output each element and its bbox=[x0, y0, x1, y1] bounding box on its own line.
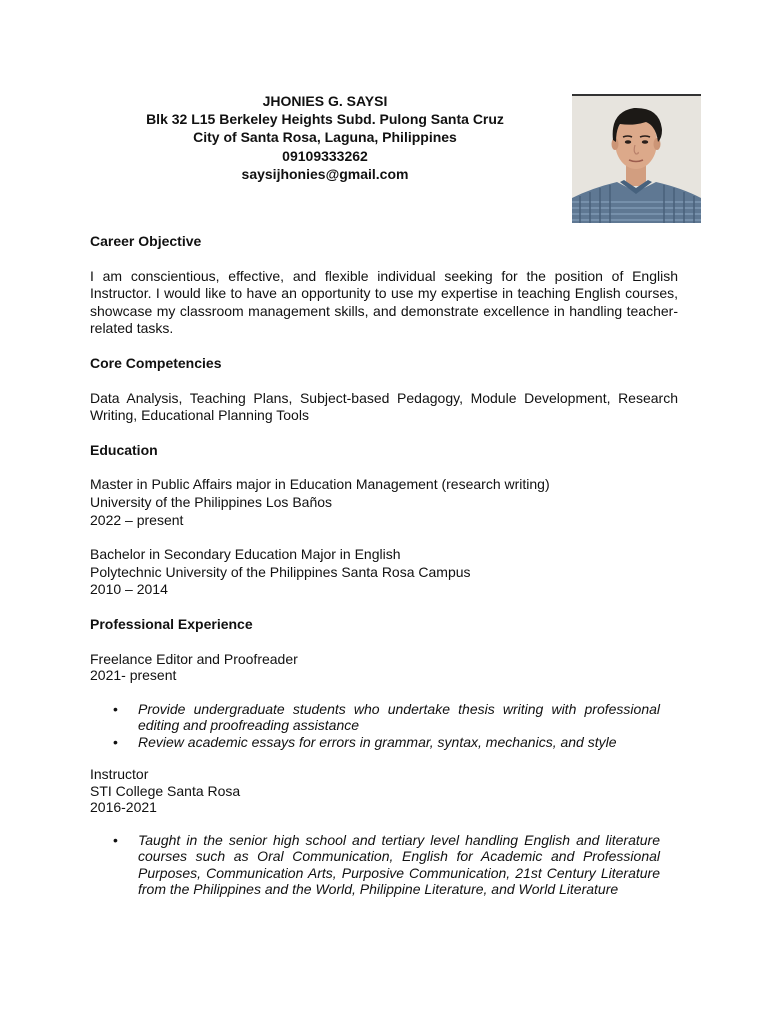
education-entry bbox=[90, 546, 678, 599]
bullet-text: Taught in the senior high school and tertiary level handling English and literature courses such as Oral Communication, English for Academic and Professional Purposes, Communication Arts, Purposive Communication, 21st Century Literature from the Philippines and the World, Philippine Literature, and World Literature bbox=[138, 831, 660, 897]
experience-entry bbox=[90, 766, 678, 898]
education-heading: Education bbox=[90, 441, 158, 458]
profile-photo-image bbox=[572, 96, 701, 223]
resume-body bbox=[90, 233, 678, 898]
core-competencies-text: Data Analysis, Teaching Plans, Subject-based Pedagogy, Module Development, Research Writing, Educational Planning Tools bbox=[90, 389, 678, 424]
phone-number: 09109333262 bbox=[282, 147, 368, 164]
bullet-icon: • bbox=[113, 831, 118, 848]
bullet-icon: • bbox=[113, 733, 118, 750]
education-entry bbox=[90, 476, 678, 529]
education-years: 2022 – present bbox=[90, 511, 184, 528]
career-objective-heading: Career Objective bbox=[90, 233, 202, 249]
bullet-text: Provide undergraduate students who undertake thesis writing with professional editing and proofreading assistance bbox=[138, 700, 660, 733]
bullet-icon: • bbox=[113, 700, 118, 717]
resume-header bbox=[90, 92, 560, 183]
address-line-2: City of Santa Rosa, Laguna, Philippines bbox=[193, 129, 457, 146]
address-line-1: Blk 32 L15 Berkeley Heights Subd. Pulong Santa Cruz bbox=[146, 111, 504, 128]
experience-years: 2016-2021 bbox=[90, 799, 157, 815]
applicant-name: JHONIES G. SAYSI bbox=[262, 93, 388, 109]
bullet-item bbox=[90, 701, 660, 734]
experience-role: Instructor bbox=[90, 766, 149, 782]
career-objective-text: I am conscientious, effective, and flexible individual seeking for the position of English Instructor. I would like to have an opportunity to use my expertise in teaching English courses, showcase my classroom management skills, and demonstrate excellence in handling teacher-related tasks. bbox=[90, 267, 678, 337]
experience-bullets bbox=[90, 832, 678, 898]
education-degree: Master in Public Affairs major in Education Management (research writing) bbox=[90, 476, 550, 493]
core-competencies-heading: Core Competencies bbox=[90, 354, 222, 371]
bullet-item bbox=[90, 832, 660, 898]
education-school: Polytechnic University of the Philippines Santa Rosa Campus bbox=[90, 563, 471, 580]
experience-role: Freelance Editor and Proofreader bbox=[90, 650, 298, 667]
education-school: University of the Philippines Los Baños bbox=[90, 493, 333, 510]
professional-experience-heading: Professional Experience bbox=[90, 615, 253, 632]
email-address: saysijhonies@gmail.com bbox=[241, 165, 409, 182]
profile-photo bbox=[572, 94, 701, 223]
bullet-text: Review academic essays for errors in grammar, syntax, mechanics, and style bbox=[138, 733, 617, 750]
experience-bullets bbox=[90, 701, 678, 751]
education-years: 2010 – 2014 bbox=[90, 581, 168, 598]
bullet-item bbox=[90, 734, 660, 751]
experience-company: STI College Santa Rosa bbox=[90, 782, 241, 799]
experience-years: 2021- present bbox=[90, 667, 177, 683]
experience-entry bbox=[90, 651, 678, 751]
education-degree: Bachelor in Secondary Education Major in English bbox=[90, 546, 401, 563]
